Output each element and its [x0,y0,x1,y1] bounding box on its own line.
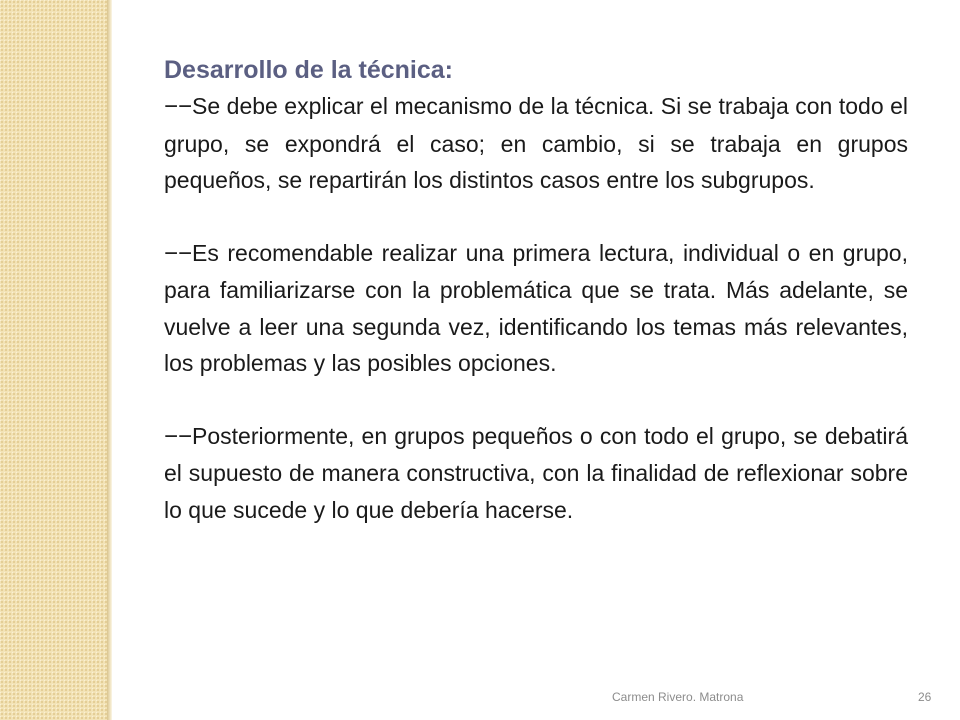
bullet-marker: −− [164,422,193,450]
paragraph-1 [164,88,908,199]
paragraph-3-text: Posteriormente, en grupos pequeños o con todo el grupo, se debatirá el supuesto de manera constructiva, con la finalidad de reflexionar sobre lo que sucede y lo que debería hacerse. [164,422,908,523]
decorative-side-divider [107,0,112,720]
bullet-marker: −− [164,239,193,267]
paragraph-2-text: Es recomendable realizar una primera lectura, individual o en grupo, para familiarizarse con la problemática que se trata. Más adelante, se vuelve a leer una segunda vez, identificando los temas más relevantes, los problemas y las posibles opciones. [164,239,908,376]
paragraph-2 [164,235,908,382]
paragraph-1-text: Se debe explicar el mecanismo de la técnica. Si se trabaja con todo el grupo, se expondrá el caso; en cambio, si se trabaja en grupos pequeños, se repartirán los distintos casos entre los subgrupos. [164,93,908,193]
footer-author: Carmen Rivero. Matrona [612,690,744,704]
paragraph-3 [164,418,908,529]
slide-content [164,52,908,528]
slide-title: Desarrollo de la técnica: [164,56,454,84]
footer-page-number: 26 [918,690,932,704]
bullet-marker: −− [164,93,193,120]
decorative-side-band [0,0,107,720]
